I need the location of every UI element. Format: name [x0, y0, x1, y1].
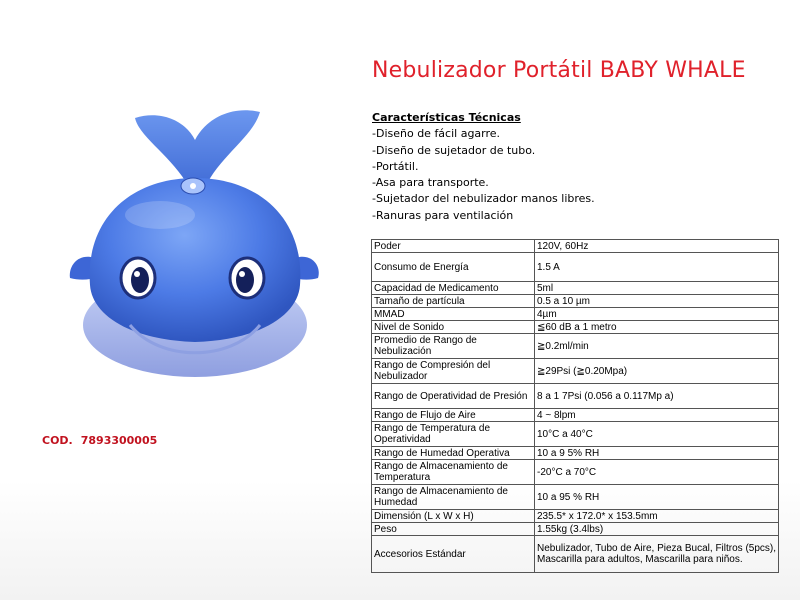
specs-table [371, 239, 779, 573]
spec-value: 8 a 1 7Psi (0.056 a 0.117Mp a) [535, 384, 779, 409]
spec-value: 5ml [535, 282, 779, 295]
spec-label: Rango de Flujo de Aire [372, 409, 535, 422]
spec-label: Promedio de Rango de Nebulización [372, 334, 535, 359]
spec-label: Nivel de Sonido [372, 321, 535, 334]
spec-value: 0.5 a 10 µm [535, 295, 779, 308]
spec-label: MMAD [372, 308, 535, 321]
table-row [372, 240, 779, 253]
feature-item: -Asa para transporte. [372, 176, 489, 190]
table-row [372, 321, 779, 334]
spec-value: 10 a 9 5% RH [535, 447, 779, 460]
spec-label: Rango de Almacenamiento de Temperatura [372, 460, 535, 485]
spec-value: 4 ~ 8lpm [535, 409, 779, 422]
page-title: Nebulizador Portátil BABY WHALE [372, 58, 746, 83]
table-row [372, 422, 779, 447]
table-row [372, 485, 779, 510]
spec-label: Peso [372, 523, 535, 536]
spec-value: 4µm [535, 308, 779, 321]
table-row [372, 334, 779, 359]
spec-value: ≧29Psi (≧0.20Mpa) [535, 359, 779, 384]
spec-label: Tamaño de partícula [372, 295, 535, 308]
features-section [372, 110, 752, 224]
spec-value: 235.5* x 172.0* x 153.5mm [535, 510, 779, 523]
table-row [372, 536, 779, 573]
feature-item: -Diseño de sujetador de tubo. [372, 143, 536, 157]
product-code-value: 7893300005 [80, 434, 158, 447]
product-code-label: COD. [42, 434, 73, 447]
product-code [42, 434, 157, 447]
features-list [372, 126, 752, 224]
spec-value: 1.55kg (3.4lbs) [535, 523, 779, 536]
spec-value: 1.5 A [535, 253, 779, 282]
feature-item: -Sujetador del nebulizador manos libres. [372, 192, 595, 206]
feature-item: -Portátil. [372, 159, 419, 173]
table-row [372, 295, 779, 308]
table-row [372, 253, 779, 282]
feature-item: -Diseño de fácil agarre. [372, 127, 501, 141]
spec-value: Nebulizador, Tubo de Aire, Pieza Bucal, Filtros (5pcs), Mascarilla para adultos, Mascarilla para niños. [535, 536, 779, 573]
spec-label: Consumo de Energía [372, 253, 535, 282]
table-row [372, 510, 779, 523]
spec-label: Capacidad de Medicamento [372, 282, 535, 295]
spec-value: -20°C a 70°C [535, 460, 779, 485]
spec-label: Poder [372, 240, 535, 253]
table-row [372, 359, 779, 384]
table-row [372, 308, 779, 321]
table-row [372, 447, 779, 460]
spec-value: ≧0.2ml/min [535, 334, 779, 359]
spec-value: 10 a 95 % RH [535, 485, 779, 510]
table-row [372, 460, 779, 485]
table-row [372, 282, 779, 295]
spec-label: Rango de Compresión del Nebulizador [372, 359, 535, 384]
table-row [372, 523, 779, 536]
feature-item: -Ranuras para ventilación [372, 208, 514, 222]
spec-value: 120V, 60Hz [535, 240, 779, 253]
features-title: Características Técnicas [372, 111, 521, 124]
spec-label: Rango de Almacenamiento de Humedad [372, 485, 535, 510]
spec-label: Dimensión (L x W x H) [372, 510, 535, 523]
spec-label: Rango de Temperatura de Operatividad [372, 422, 535, 447]
spec-label: Rango de Operatividad de Presión [372, 384, 535, 409]
product-image-whale-nebulizer [60, 100, 330, 390]
spec-value: 10°C a 40°C [535, 422, 779, 447]
spec-label: Rango de Humedad Operativa [372, 447, 535, 460]
table-row [372, 384, 779, 409]
table-row [372, 409, 779, 422]
spec-value: ≦60 dB a 1 metro [535, 321, 779, 334]
spec-label: Accesorios Estándar [372, 536, 535, 573]
